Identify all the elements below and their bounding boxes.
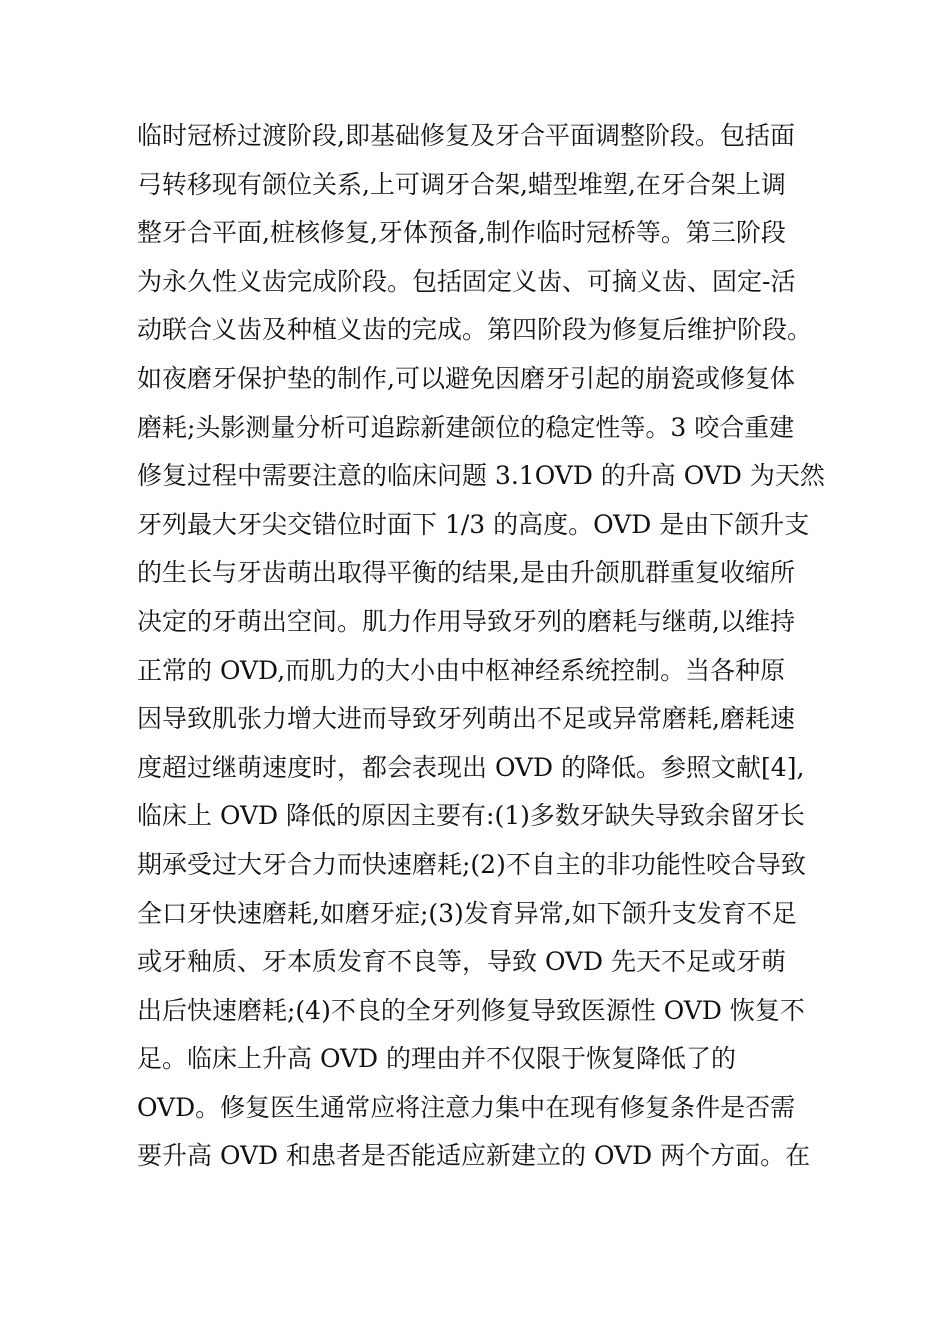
text-line: 全口牙快速磨耗,如磨牙症;(3)发育异常,如下颌升支发育不足 [137,898,797,928]
text-line: 磨耗;头影测量分析可追踪新建颌位的稳定性等。3 咬合重建 [137,412,795,442]
text-line: 期承受过大牙合力而快速磨耗;(2)不自主的非功能性咬合导致 [137,849,806,879]
text-line: 临床上 OVD 降低的原因主要有:(1)多数牙缺失导致余留牙长 [137,801,805,831]
text-line: 修复过程中需要注意的临床问题 3.1OVD 的升高 OVD 为天然 [137,461,825,491]
text-line: 弓转移现有颌位关系,上可调牙合架,蜡型堆塑,在牙合架上调 [137,169,786,199]
text-line: 的生长与牙齿萌出取得平衡的结果,是由升颌肌群重复收缩所 [137,558,795,588]
text-line: OVD。修复医生通常应将注意力集中在现有修复条件是否需 [137,1092,796,1122]
text-line: 为永久性义齿完成阶段。包括固定义齿、可摘义齿、固定-活 [137,266,796,296]
text-line: 临时冠桥过渡阶段,即基础修复及牙合平面调整阶段。包括面 [137,121,795,150]
text-line: 正常的 OVD,而肌力的大小由中枢神经系统控制。当各种原 [137,655,786,685]
body-text [137,112,827,1181]
text-line: 决定的牙萌出空间。肌力作用导致牙列的磨耗与继萌,以维持 [137,606,795,636]
text-line: 如夜磨牙保护垫的制作,可以避免因磨牙引起的崩瓷或修复体 [137,363,795,393]
text-line: 牙列最大牙尖交错位时面下 1/3 的高度。OVD 是由下颌升支 [137,509,810,539]
text-line: 或牙釉质、牙本质发育不良等，导致 OVD 先天不足或牙萌 [137,947,787,977]
text-line: 足。临床上升高 OVD 的理由并不仅限于恢复降低了的 [137,1044,737,1074]
text-line: 动联合义齿及种植义齿的完成。第四阶段为修复后维护阶段。 [137,315,813,345]
text-line: 度超过继萌速度时，都会表现出 OVD 的降低。参照文献[4], [137,752,805,782]
text-line: 因导致肌张力增大进而导致牙列萌出不足或异常磨耗,磨耗速 [137,704,795,734]
text-line: 整牙合平面,桩核修复,牙体预备,制作临时冠桥等。第三阶段 [137,218,786,248]
text-line: 出后快速磨耗;(4)不良的全牙列修复导致医源性 OVD 恢复不 [137,995,805,1025]
text-line: 要升高 OVD 和患者是否能适应新建立的 OVD 两个方面。在 [137,1141,811,1171]
